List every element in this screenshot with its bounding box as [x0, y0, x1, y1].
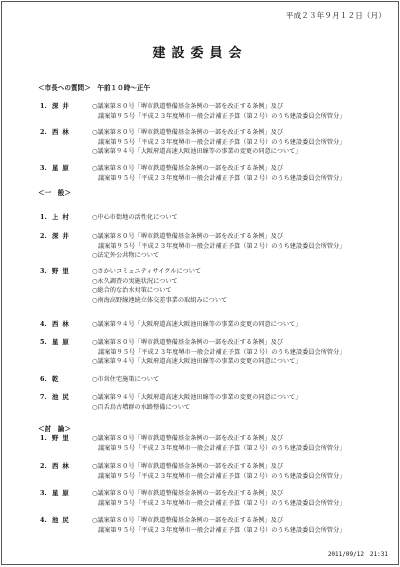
entry-number: 4. [40, 515, 47, 524]
agenda-entry [40, 212, 390, 222]
agenda-entry [40, 127, 390, 156]
agenda-row [40, 443, 390, 453]
section-heading: ＜市長への質問＞ 午前１０時～正午 [38, 84, 151, 92]
agenda-item-text: 議案第９５号「平成２３年度堺市一般会計補正予算（第２号）のうち建設委員会所管分」 [98, 472, 346, 480]
agenda-row [40, 392, 390, 402]
entry-number: 4. [40, 319, 47, 328]
entry-number: 2. [40, 461, 47, 470]
agenda-item-text: ○南海高野線連続立体交差事業の取組みについて [92, 296, 228, 304]
member-name: 西林 [52, 128, 73, 137]
entry-number: 1. [40, 101, 47, 110]
agenda-entry [40, 461, 390, 480]
agenda-item-text: 議案第９５号「平成２３年度堺市一般会計補正予算（第２号）のうち建設委員会所管分」 [98, 174, 346, 182]
agenda-entry [40, 266, 390, 304]
agenda-entry [40, 231, 390, 260]
agenda-item-text: 議案第９５号「平成２３年度堺市一般会計補正予算（第２号）のうち建設委員会所管分」 [98, 499, 346, 507]
agenda-entry [40, 163, 390, 182]
entry-number: 1. [40, 212, 47, 221]
agenda-row [40, 163, 390, 173]
member-name: 星原 [52, 338, 73, 347]
agenda-entry [40, 488, 390, 507]
agenda-row [40, 525, 390, 535]
agenda-row [40, 337, 390, 347]
agenda-entry [40, 337, 390, 366]
agenda-item-text: ○議案第８０号「堺市鉄道整備基金条例の一部を改正する条例」及び [92, 517, 284, 525]
agenda-item-text: 議案第９５号「平成２３年度堺市一般会計補正予算（第２号）のうち建設委員会所管分」 [98, 348, 346, 356]
member-name: 野里 [52, 434, 73, 443]
entry-number: 3. [40, 163, 47, 172]
agenda-item-text: ○市営住宅施策について [92, 376, 160, 384]
agenda-item-text: 議案第９５号「平成２３年度堺市一般会計補正予算（第２号）のうち建設委員会所管分」 [98, 526, 346, 534]
agenda-item-text: ○総合的な治水対策について [92, 287, 172, 295]
agenda-entry [40, 374, 390, 384]
agenda-item-text: ○議案第８０号「堺市鉄道整備基金条例の一部を改正する条例」及び [92, 129, 284, 137]
agenda-row [40, 266, 390, 276]
entry-number: 7. [40, 392, 47, 401]
agenda-item-text: ○議案第８０号「堺市鉄道整備基金条例の一部を改正する条例」及び [92, 103, 284, 111]
member-name: 池尻 [52, 393, 73, 402]
document-date: 平成２３年９月１２日（月） [285, 11, 386, 20]
agenda-item-text: ○法定外公共物について [92, 252, 160, 260]
agenda-item-text: ○さかいコミュニティサイクルについて [92, 268, 202, 276]
member-name: 星原 [52, 164, 73, 173]
member-name: 野里 [52, 267, 73, 276]
agenda-item-text: ○議案第８０号「堺市鉄道整備基金条例の一部を改正する条例」及び [92, 435, 284, 443]
agenda-row [40, 488, 390, 498]
agenda-item-text: 議案第９５号「平成２３年度堺市一般会計補正予算（第２号）のうち建設委員会所管分」 [98, 112, 346, 120]
entry-number: 3. [40, 488, 47, 497]
entry-number: 5. [40, 337, 47, 346]
agenda-row [40, 515, 390, 525]
section-heading: ＜討 論＞ [38, 425, 71, 433]
agenda-entry [40, 515, 390, 534]
document-title: 建設委員会 [152, 46, 248, 61]
agenda-item-text: ○議案第８０号「堺市鉄道整備基金条例の一部を改正する条例」及び [92, 233, 284, 241]
member-name: 西林 [52, 462, 73, 471]
agenda-row [40, 173, 390, 183]
agenda-row [40, 127, 390, 137]
agenda-row [40, 402, 390, 412]
member-name: 乾 [52, 375, 63, 384]
entry-number: 2. [40, 231, 47, 240]
agenda-row [40, 374, 390, 384]
member-name: 深井 [52, 232, 73, 241]
agenda-row [40, 250, 390, 260]
agenda-item-text: ○議案第９４号「大阪府道高速大阪池田線等の事業の変更の同意について」 [92, 394, 302, 402]
agenda-entry [40, 319, 390, 329]
agenda-row [40, 137, 390, 147]
agenda-item-text: ○議案第８０号「堺市鉄道整備基金条例の一部を改正する条例」及び [92, 339, 284, 347]
member-name: 深井 [52, 102, 73, 111]
agenda-item-text: ○議案第８０号「堺市鉄道整備基金条例の一部を改正する条例」及び [92, 463, 284, 471]
agenda-row [40, 295, 390, 305]
agenda-item-text: 議案第９５号「平成２３年度堺市一般会計補正予算（第２号）のうち建設委員会所管分」 [98, 242, 346, 250]
agenda-row [40, 347, 390, 357]
entry-number: 3. [40, 266, 47, 275]
agenda-entry [40, 101, 390, 120]
agenda-item-text: ○議案第８０号「堺市鉄道整備基金条例の一部を改正する条例」及び [92, 165, 284, 173]
agenda-item-text: ○中心市街地の活性化について [92, 214, 178, 222]
agenda-row [40, 212, 390, 222]
agenda-row [40, 231, 390, 241]
agenda-row [40, 276, 390, 286]
print-timestamp: 2011/09/12 21:31 [327, 551, 388, 558]
agenda-row [40, 101, 390, 111]
agenda-row [40, 433, 390, 443]
agenda-item-text: ○議案第９４号「大阪府道高速大阪池田線等の事業の変更の同意について」 [92, 148, 302, 156]
section-heading: ＜一 般＞ [38, 189, 71, 197]
agenda-row [40, 319, 390, 329]
entry-number: 1. [40, 433, 47, 442]
agenda-row [40, 471, 390, 481]
agenda-item-text: 議案第９５号「平成２３年度堺市一般会計補正予算（第２号）のうち建設委員会所管分」 [98, 444, 346, 452]
agenda-row [40, 356, 390, 366]
entry-number: 6. [40, 374, 47, 383]
agenda-entry [40, 433, 390, 452]
agenda-row [40, 111, 390, 121]
agenda-row [40, 146, 390, 156]
agenda-entry [40, 392, 390, 411]
member-name: 池尻 [52, 516, 73, 525]
entry-number: 2. [40, 127, 47, 136]
member-name: 西林 [52, 320, 73, 329]
member-name: 星原 [52, 489, 73, 498]
agenda-item-text: ○議案第９４号「大阪府道高速大阪池田線等の事業の変更の同意について」 [92, 321, 302, 329]
document-page [1, 1, 399, 565]
agenda-item-text: ○議案第９４号「大阪府道高速大阪池田線等の事業の変更の同意について」 [92, 358, 302, 366]
agenda-row [40, 241, 390, 251]
agenda-item-text: ○百舌鳥古墳群の水路整備について [92, 403, 191, 411]
member-name: 上村 [52, 213, 73, 222]
agenda-row [40, 461, 390, 471]
agenda-item-text: ○永久調査の実施状況について [92, 277, 178, 285]
agenda-item-text: 議案第９５号「平成２３年度堺市一般会計補正予算（第２号）のうち建設委員会所管分」 [98, 138, 346, 146]
agenda-row [40, 285, 390, 295]
agenda-row [40, 498, 390, 508]
agenda-item-text: ○議案第８０号「堺市鉄道整備基金条例の一部を改正する条例」及び [92, 490, 284, 498]
